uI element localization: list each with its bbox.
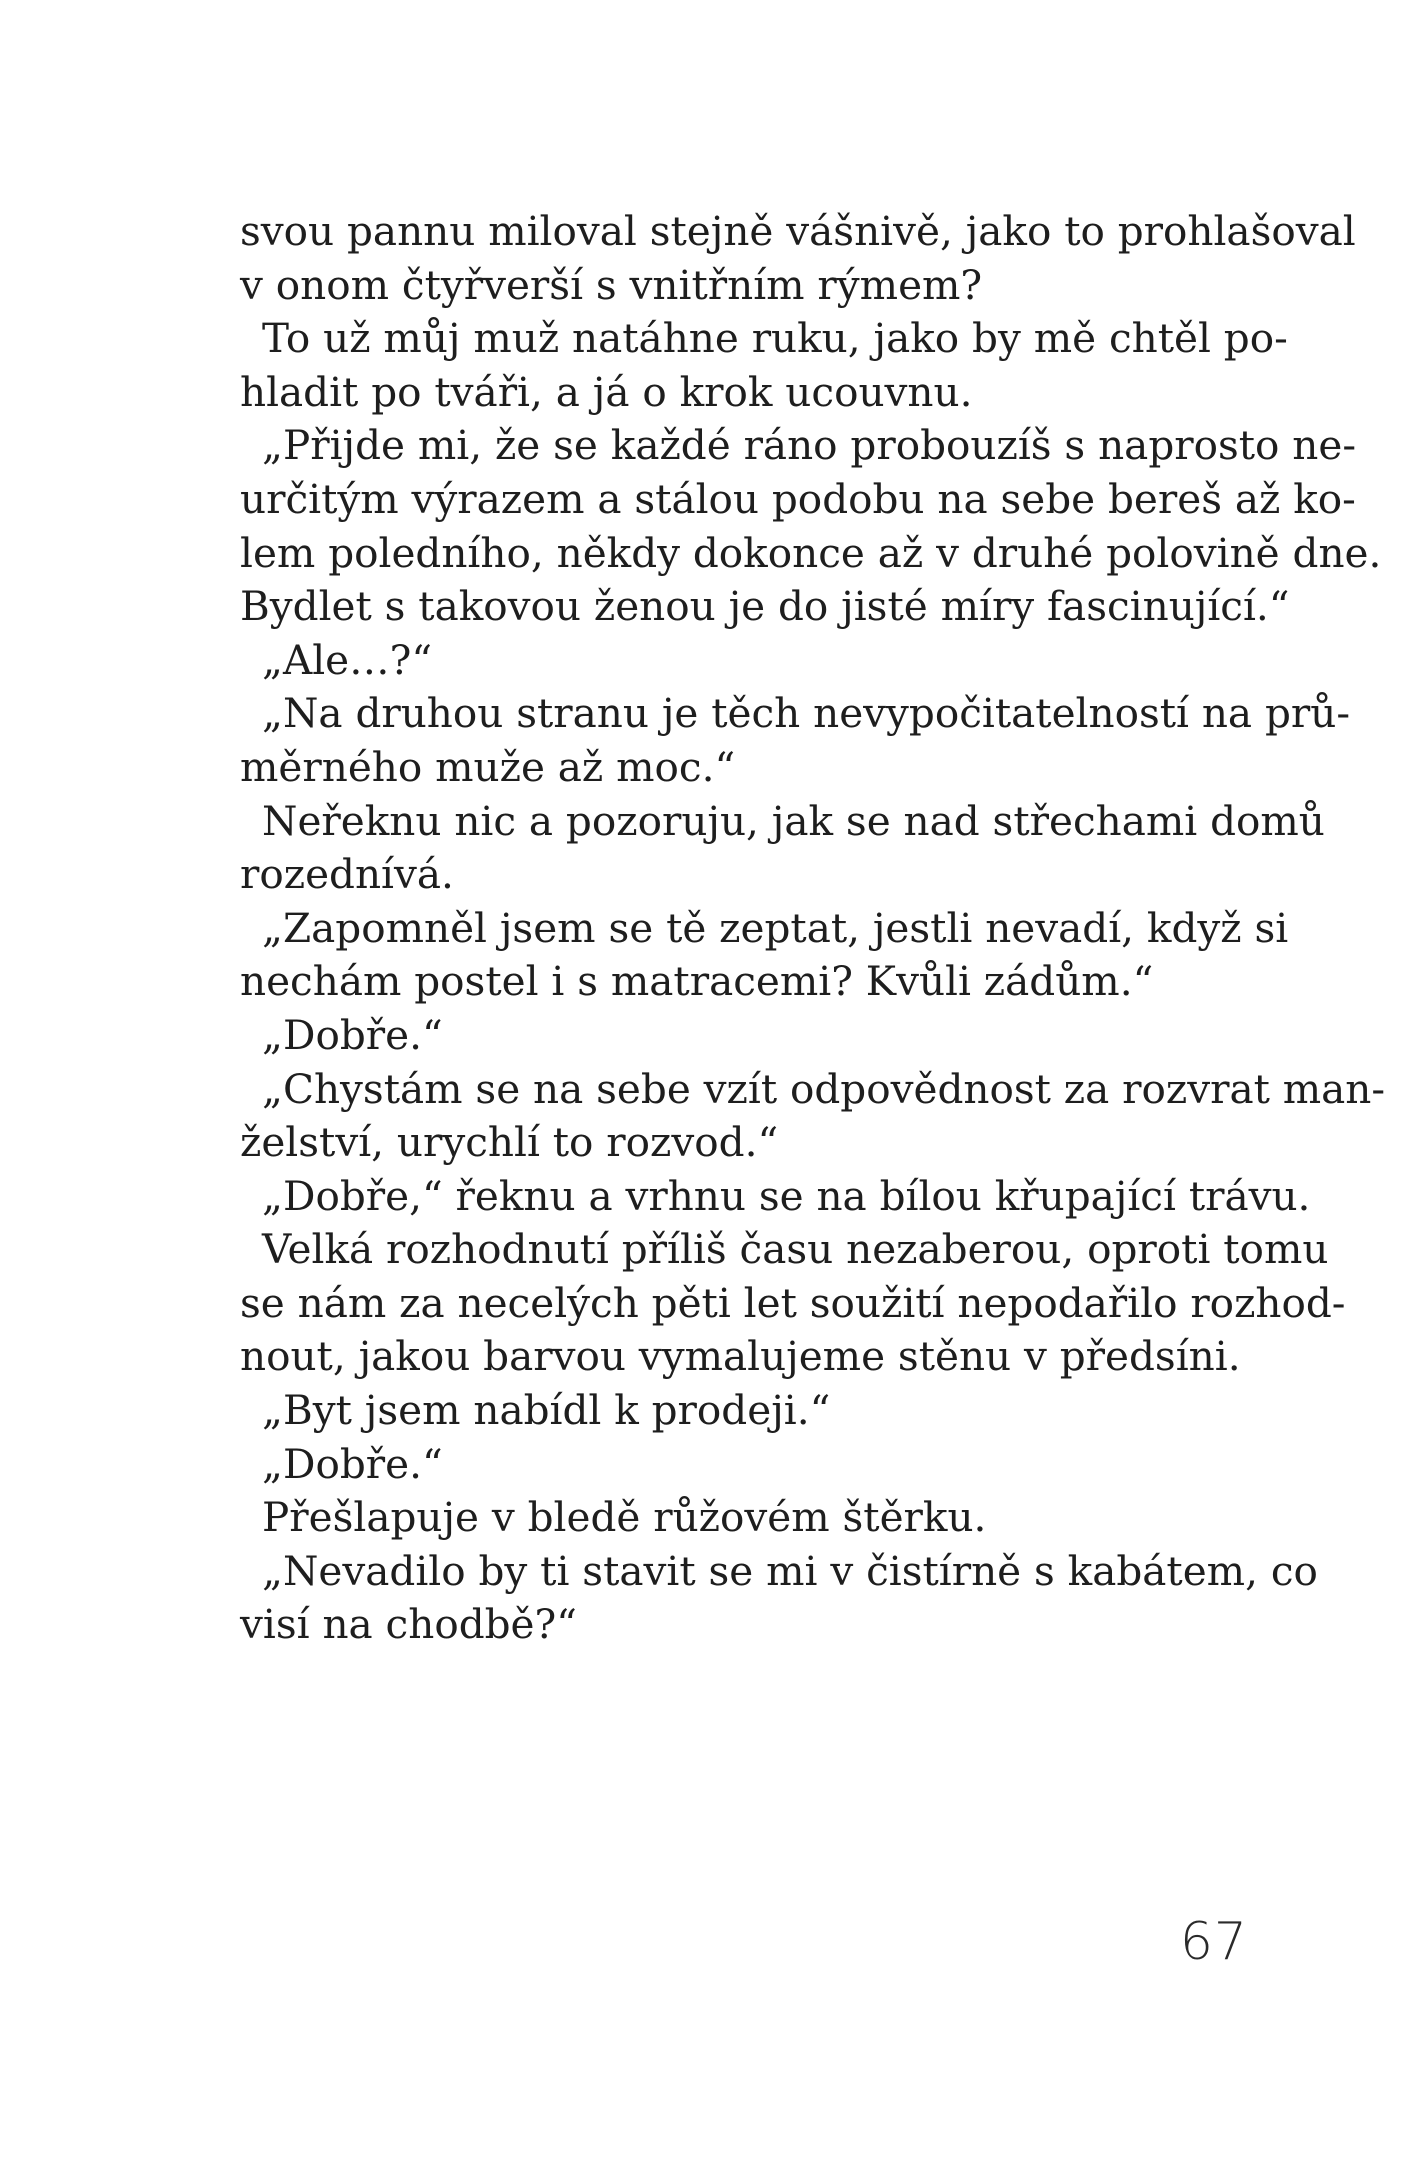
- text-line: „Dobře.“: [262, 1439, 443, 1488]
- text-line: Neřeknu nic a pozoruju, jak se nad střechami domů: [262, 796, 1325, 845]
- text-line: Bydlet s takovou ženou je do jisté míry fascinující.“: [240, 582, 1290, 631]
- text-line: určitým výrazem a stálou podobu na sebe bereš až ko-: [240, 474, 1356, 523]
- text-line: želství, urychlí to rozvod.“: [240, 1118, 779, 1167]
- text-line: „Ale…?“: [262, 635, 433, 684]
- text-line: „Zapomněl jsem se tě zeptat, jestli nevadí, když si: [262, 903, 1289, 952]
- text-line: nechám postel i s matracemi? Kvůli zádům.“: [240, 957, 1154, 1006]
- text-line: „Na druhou stranu je těch nevypočitatelností na prů-: [262, 689, 1351, 738]
- text-line: svou pannu miloval stejně vášnivě, jako to prohlašoval: [240, 207, 1356, 255]
- text-line: „Byt jsem nabídl k prodeji.“: [262, 1386, 831, 1435]
- text-line: lem poledního, někdy dokonce až v druhé polovině dne.: [240, 528, 1382, 577]
- text-line: „Nevadilo by ti stavit se mi v čistírně s kabátem, co: [262, 1546, 1318, 1595]
- text-line: měrného muže až moc.“: [240, 742, 736, 791]
- text-line: Přešlapuje v bledě růžovém štěrku.: [262, 1493, 987, 1542]
- text-line: nout, jakou barvou vymalujeme stěnu v předsíni.: [240, 1332, 1241, 1381]
- page-number: 67: [1179, 1912, 1248, 1972]
- text-line: hladit po tváři, a já o krok ucouvnu.: [240, 367, 973, 416]
- text-line: visí na chodbě?“: [240, 1600, 577, 1649]
- text-line: „Chystám se na sebe vzít odpovědnost za rozvrat man-: [262, 1064, 1386, 1113]
- text-line: se nám za necelých pěti let soužití nepodařilo rozhod-: [240, 1278, 1346, 1327]
- text-line: To už můj muž natáhne ruku, jako by mě chtěl po-: [262, 314, 1288, 363]
- text-line: Velká rozhodnutí příliš času nezaberou, oproti tomu: [262, 1225, 1329, 1274]
- text-line: „Dobře,“ řeknu a vrhnu se na bílou křupající trávu.: [262, 1171, 1311, 1220]
- text-line: v onom čtyřverší s vnitřním rýmem?: [240, 260, 983, 309]
- text-line: „Přijde mi, že se každé ráno probouzíš s naprosto ne-: [262, 421, 1357, 470]
- text-line: „Dobře.“: [262, 1010, 443, 1059]
- body-text: [240, 205, 1386, 1652]
- text-line: rozednívá.: [240, 850, 454, 899]
